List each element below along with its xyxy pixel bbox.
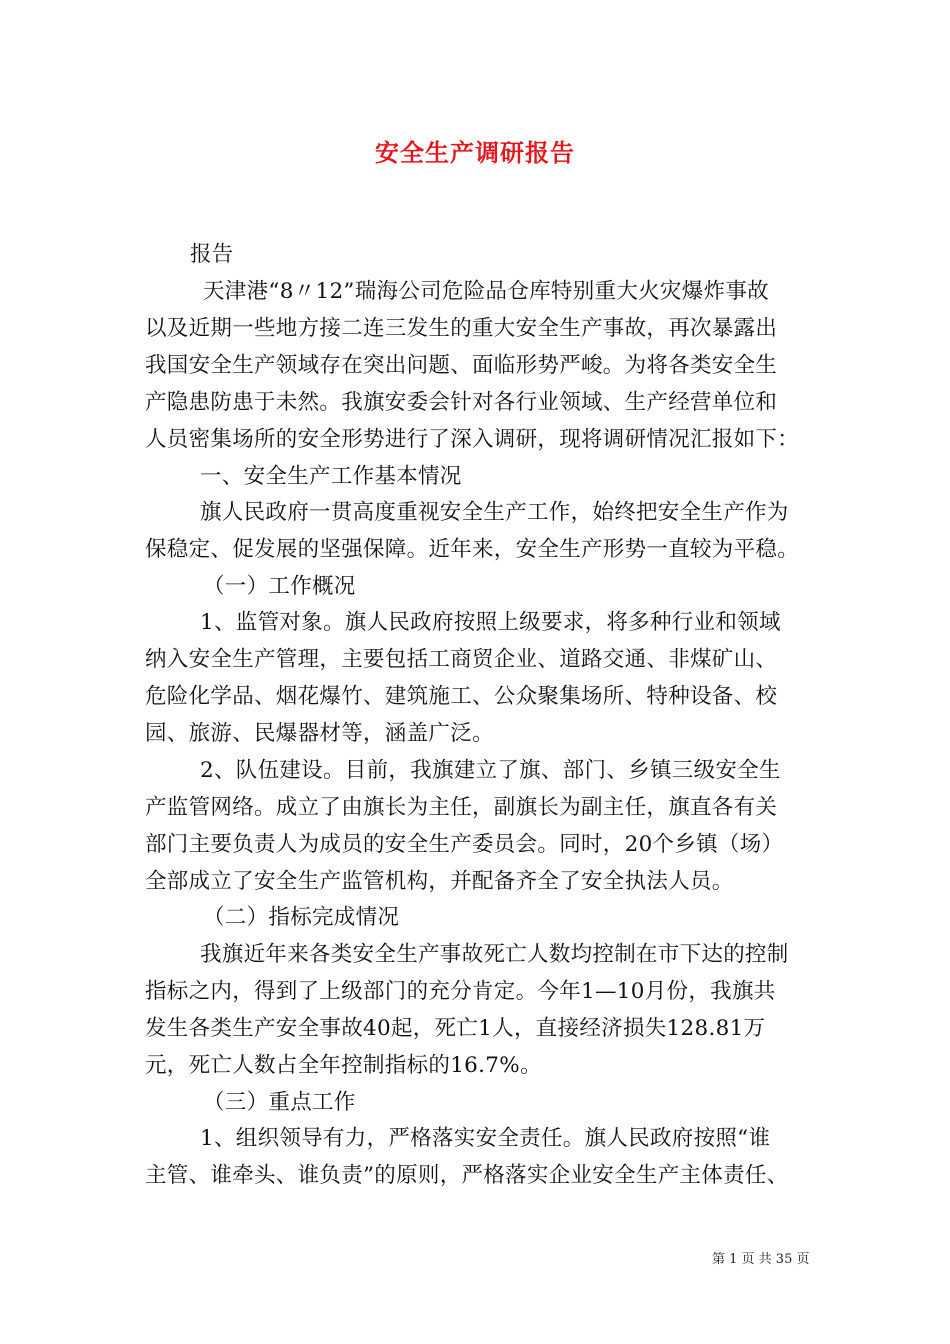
paragraph-line: 1、组织领导有力，严格落实安全责任。旗人民政府按照“谁: [200, 1126, 771, 1151]
paragraph-line: 1、监管对象。旗人民政府按照上级要求，将多种行业和领域: [200, 610, 781, 635]
subsection-heading: （三）重点工作: [203, 1090, 356, 1115]
paragraph-line: 我国安全生产领域存在突出问题、面临形势严峻。为将各类安全生: [145, 353, 778, 378]
paragraph-line: 全部成立了安全生产监管机构，并配备齐全了安全执法人员。: [145, 869, 734, 894]
paragraph-line: 危险化学品、烟花爆竹、建筑施工、公众聚集场所、特种设备、校: [145, 684, 778, 709]
section-heading: 一、安全生产工作基本情况: [200, 464, 462, 489]
paragraph-line: 2、队伍建设。目前，我旗建立了旗、部门、乡镇三级安全生: [200, 758, 781, 783]
paragraph-line: 指标之内，得到了上级部门的充分肯定。今年1—10月份，我旗共: [145, 979, 776, 1004]
paragraph-line: 产隐患防患于未然。我旗安委会针对各行业领域、生产经营单位和: [145, 390, 778, 415]
paragraph-line: 我旗近年来各类安全生产事故死亡人数均控制在市下达的控制: [200, 942, 789, 967]
paragraph-line: 产监管网络。成立了由旗长为主任，副旗长为副主任，旗直各有关: [145, 795, 778, 820]
paragraph-line: 园、旅游、民爆器材等，涵盖广泛。: [145, 721, 494, 746]
paragraph-line: 部门主要负责人为成员的安全生产委员会。同时，20个乡镇（场）: [145, 832, 784, 857]
paragraph-line: 报告: [190, 242, 234, 267]
paragraph-line: 纳入安全生产管理，主要包括工商贸企业、道路交通、非煤矿山、: [145, 647, 778, 672]
paragraph-line: 旗人民政府一贯高度重视安全生产工作，始终把安全生产作为: [200, 500, 789, 525]
paragraph-line: 天津港“8〃12”瑞海公司危险品仓库特别重大火灾爆炸事故: [203, 279, 769, 304]
paragraph-line: 保稳定、促发展的坚强保障。近年来，安全生产形势一直较为平稳。: [145, 537, 800, 562]
page-number: 第 1 页 共 35 页: [712, 1252, 810, 1267]
paragraph-line: 以及近期一些地方接二连三发生的重大安全生产事故，再次暴露出: [145, 316, 778, 341]
paragraph-line: 元，死亡人数占全年控制指标的16.7%。: [145, 1053, 542, 1078]
document-title: 安全生产调研报告: [375, 138, 575, 167]
paragraph-line: 发生各类生产安全事故40起，死亡1人，直接经济损失128.81万: [145, 1016, 766, 1041]
subsection-heading: （二）指标完成情况: [203, 905, 400, 930]
paragraph-line: 主管、谁牵头、谁负责”的原则，严格落实企业安全生产主体责任、: [145, 1163, 789, 1188]
paragraph-line: 人员密集场所的安全形势进行了深入调研，现将调研情况汇报如下：: [145, 427, 800, 452]
subsection-heading: （一）工作概况: [203, 574, 356, 599]
